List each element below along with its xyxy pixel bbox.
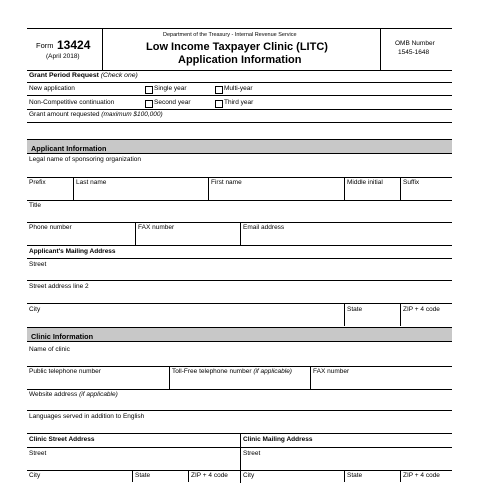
non-competitive-label: Non-Competitive continuation bbox=[29, 99, 115, 106]
form-title-line2: Application Information bbox=[178, 54, 302, 66]
clinic-phone-divider-2 bbox=[310, 366, 311, 389]
grant-rule-4 bbox=[27, 122, 452, 123]
third-year-label: Third year bbox=[224, 99, 254, 106]
clinic-zip-right-field[interactable]: ZIP + 4 code bbox=[403, 472, 440, 479]
clinic-name-field[interactable]: Name of clinic bbox=[29, 346, 70, 353]
clinic-rule-2 bbox=[27, 389, 452, 390]
clinic-fax-field[interactable]: FAX number bbox=[313, 368, 350, 375]
contact-divider-1 bbox=[135, 222, 136, 245]
contact-divider-2 bbox=[240, 222, 241, 245]
fax-field[interactable]: FAX number bbox=[138, 224, 175, 231]
clinic-street-heading: Clinic Street Address bbox=[29, 436, 95, 443]
grant-rule-1 bbox=[27, 82, 452, 83]
clinic-city-left-field[interactable]: City bbox=[29, 472, 41, 479]
name-divider-1 bbox=[73, 177, 74, 200]
single-year-checkbox[interactable] bbox=[145, 86, 153, 94]
clinic-city-divider-2 bbox=[188, 470, 189, 482]
middle-initial-field[interactable]: Middle initial bbox=[347, 179, 383, 186]
website-field[interactable]: Website address (if applicable) bbox=[29, 391, 118, 398]
address-divider-1 bbox=[344, 303, 345, 326]
header-divider-right bbox=[380, 28, 381, 70]
clinic-city-divider-3 bbox=[344, 470, 345, 482]
clinic-rule-1 bbox=[27, 366, 452, 367]
clinic-city-right-field[interactable]: City bbox=[243, 472, 255, 479]
title-field[interactable]: Title bbox=[29, 202, 42, 209]
applicant-rule-4 bbox=[27, 245, 452, 246]
toll-free-field[interactable]: Toll-Free telephone number (if applicable) bbox=[172, 368, 292, 375]
applicant-rule-2 bbox=[27, 200, 452, 201]
clinic-city-divider-4 bbox=[400, 470, 401, 482]
department-line: Department of the Treasury - Internal Revenue Service bbox=[163, 32, 297, 38]
form-revision: (April 2018) bbox=[46, 53, 80, 60]
clinic-section-title: Clinic Information bbox=[31, 331, 94, 341]
applicant-rule-7 bbox=[27, 303, 452, 304]
last-name-field[interactable]: Last name bbox=[76, 179, 107, 186]
grant-period-heading: Grant Period Request (Check one) bbox=[29, 72, 138, 79]
address-divider-2 bbox=[400, 303, 401, 326]
clinic-rule-3 bbox=[27, 410, 452, 411]
clinic-city-divider-1 bbox=[132, 470, 133, 482]
clinic-mailing-heading: Clinic Mailing Address bbox=[243, 436, 313, 443]
legal-name-field[interactable]: Legal name of sponsoring organization bbox=[29, 156, 142, 163]
grant-amount-field[interactable]: Grant amount requested (maximum $100,000) bbox=[29, 111, 163, 118]
grant-rule-3 bbox=[27, 109, 452, 110]
form-word: Form bbox=[36, 41, 54, 50]
new-application-label: New application bbox=[29, 85, 75, 92]
first-name-field[interactable]: First name bbox=[211, 179, 242, 186]
street2-field[interactable]: Street address line 2 bbox=[29, 283, 89, 290]
zip-field[interactable]: ZIP + 4 code bbox=[403, 306, 440, 313]
clinic-phone-divider-1 bbox=[169, 366, 170, 389]
languages-field[interactable]: Languages served in addition to English bbox=[29, 413, 145, 420]
clinic-rule-6 bbox=[27, 470, 452, 471]
suffix-field[interactable]: Suffix bbox=[403, 179, 420, 186]
multi-year-label: Multi-year bbox=[224, 85, 253, 92]
omb-label: OMB Number bbox=[395, 40, 435, 47]
name-divider-2 bbox=[208, 177, 209, 200]
clinic-section-band bbox=[27, 327, 452, 342]
second-year-label: Second year bbox=[154, 99, 191, 106]
header-bottom-rule bbox=[27, 70, 452, 71]
name-divider-4 bbox=[400, 177, 401, 200]
applicant-rule-5 bbox=[27, 258, 452, 259]
city-field[interactable]: City bbox=[29, 306, 41, 313]
form-title-line1: Low Income Taxpayer Clinic (LITC) bbox=[146, 40, 328, 53]
clinic-address-divider bbox=[240, 433, 241, 483]
phone-field[interactable]: Phone number bbox=[29, 224, 72, 231]
public-phone-field[interactable]: Public telephone number bbox=[29, 368, 101, 375]
applicant-section-title: Applicant Information bbox=[31, 143, 107, 153]
grant-rule-2 bbox=[27, 95, 452, 96]
clinic-street-right-field[interactable]: Street bbox=[243, 450, 261, 457]
multi-year-checkbox[interactable] bbox=[215, 86, 223, 94]
applicant-rule-6 bbox=[27, 280, 452, 281]
header-top-rule bbox=[27, 28, 452, 29]
third-year-checkbox[interactable] bbox=[215, 100, 223, 108]
second-year-checkbox[interactable] bbox=[145, 100, 153, 108]
single-year-label: Single year bbox=[154, 85, 187, 92]
name-divider-3 bbox=[344, 177, 345, 200]
clinic-street-left-field[interactable]: Street bbox=[29, 450, 47, 457]
applicant-section-band bbox=[27, 139, 452, 154]
applicant-rule-1 bbox=[27, 177, 452, 178]
clinic-rule-5 bbox=[27, 447, 452, 448]
email-field[interactable]: Email address bbox=[243, 224, 285, 231]
clinic-state-right-field[interactable]: State bbox=[347, 472, 363, 479]
clinic-state-left-field[interactable]: State bbox=[135, 472, 151, 479]
header-divider-left bbox=[102, 28, 103, 70]
state-field[interactable]: State bbox=[347, 306, 363, 313]
form-number: 13424 bbox=[57, 37, 91, 52]
omb-number: 1545-1648 bbox=[398, 49, 430, 56]
clinic-zip-left-field[interactable]: ZIP + 4 code bbox=[191, 472, 228, 479]
street-field[interactable]: Street bbox=[29, 261, 47, 268]
applicant-mailing-heading: Applicant's Mailing Address bbox=[29, 248, 116, 255]
prefix-field[interactable]: Prefix bbox=[29, 179, 46, 186]
